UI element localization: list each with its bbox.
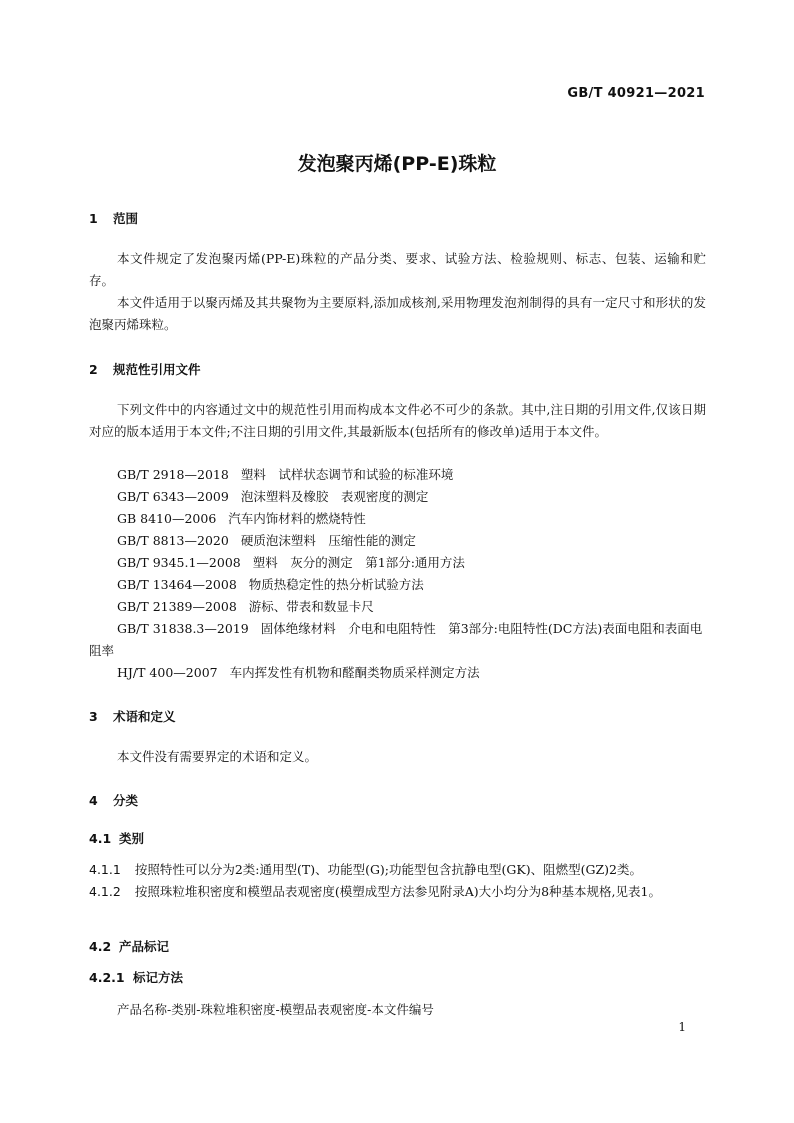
section-2-heading [89,360,201,378]
reference-code: GB/T 6343—2009 [117,489,229,504]
document-title: 发泡聚丙烯(PP-E)珠粒 [297,153,497,175]
terms-paragraph: 本文件没有需要界定的术语和定义。 [117,749,318,764]
clause-number: 4.1.1 [89,862,121,877]
normative-references-paragraph: 下列文件中的内容通过文中的规范性引用而构成本文件必不可少的条款。其中,注日期的引用文件,仅该日期对应的版本适用于本文件;不注日期的引用文件,其最新版本(包括所有的修改单)适用于本文件。 [89,402,706,439]
reference-name: 固体绝缘材料 介电和电阻特性 第3部分:电阻特性(DC方法)表面电阻和表面电阻率 [89,621,703,658]
section-title: 术语和定义 [113,709,176,724]
reference-item [117,464,453,486]
reference-item [117,662,480,684]
section-title: 规范性引用文件 [113,362,201,377]
section-number: 1 [89,211,98,226]
clause-text: 按照特性可以分为2类:通用型(T)、功能型(G);功能型包含抗静电型(GK)、阻燃型(GZ)2类。 [134,862,642,877]
marking-format: 产品名称-类别-珠粒堆积密度-模塑品表观密度-本文件编号 [117,1002,434,1017]
reference-code: GB/T 31838.3—2019 [117,621,249,636]
reference-name: 汽车内饰材料的燃烧特性 [228,511,366,526]
subsection-4-2-heading [89,937,169,955]
reference-name: 塑料 灰分的测定 第1部分:通用方法 [252,555,465,570]
subsection-title: 产品标记 [119,939,170,954]
reference-code: GB/T 13464—2008 [117,577,237,592]
section-number: 3 [89,709,98,724]
reference-item [117,486,428,508]
reference-code: GB/T 9345.1—2008 [117,555,241,570]
section-number: 2 [89,362,98,377]
standard-number: GB/T 40921—2021 [567,86,705,101]
reference-item [89,618,706,662]
reference-code: GB/T 21389—2008 [117,599,237,614]
clause-4-1-2 [89,881,706,903]
clause-text: 按照珠粒堆积密度和模塑品表观密度(模塑成型方法参见附录A)大小均分为8种基本规格,见表1。 [134,884,661,899]
clause-4-1-1 [89,859,706,881]
section-title: 范围 [113,211,139,226]
scope-paragraph-2: 本文件适用于以聚丙烯及其共聚物为主要原料,添加成核剂,采用物理发泡剂制得的具有一定尺寸和形状的发泡聚丙烯珠粒。 [89,295,706,332]
reference-name: 物质热稳定性的热分析试验方法 [248,577,424,592]
reference-name: 泡沫塑料及橡胶 表观密度的测定 [240,489,429,504]
reference-code: GB/T 2918—2018 [117,467,229,482]
section-4-heading [89,791,138,809]
reference-code: HJ/T 400—2007 [117,665,218,680]
section-1-heading [89,209,138,227]
reference-name: 塑料 试样状态调节和试验的标准环境 [240,467,454,482]
subsection-number: 4.1 [89,831,112,846]
reference-item [117,530,416,552]
clause-number: 4.1.2 [89,884,121,899]
reference-item [117,596,374,618]
reference-name: 硬质泡沫塑料 压缩性能的测定 [240,533,416,548]
section-number: 4 [89,793,98,808]
reference-name: 游标、带表和数显卡尺 [248,599,374,614]
page-number: 1 [678,1020,686,1034]
subsection-4-1-heading [89,829,144,847]
subsection-number: 4.2.1 [89,970,125,985]
subsection-title: 类别 [119,831,145,846]
reference-item [117,508,366,530]
subsection-number: 4.2 [89,939,112,954]
scope-paragraph-1: 本文件规定了发泡聚丙烯(PP-E)珠粒的产品分类、要求、试验方法、检验规则、标志、包装、运输和贮存。 [89,251,706,288]
section-3-heading [89,707,176,725]
section-title: 分类 [113,793,139,808]
reference-code: GB/T 8813—2020 [117,533,229,548]
reference-item [117,574,424,596]
reference-item [117,552,465,574]
reference-code: GB 8410—2006 [117,511,217,526]
subsection-4-2-1-heading [89,968,183,986]
subsection-title: 标记方法 [133,970,184,985]
reference-name: 车内挥发性有机物和醛酮类物质采样测定方法 [229,665,480,680]
